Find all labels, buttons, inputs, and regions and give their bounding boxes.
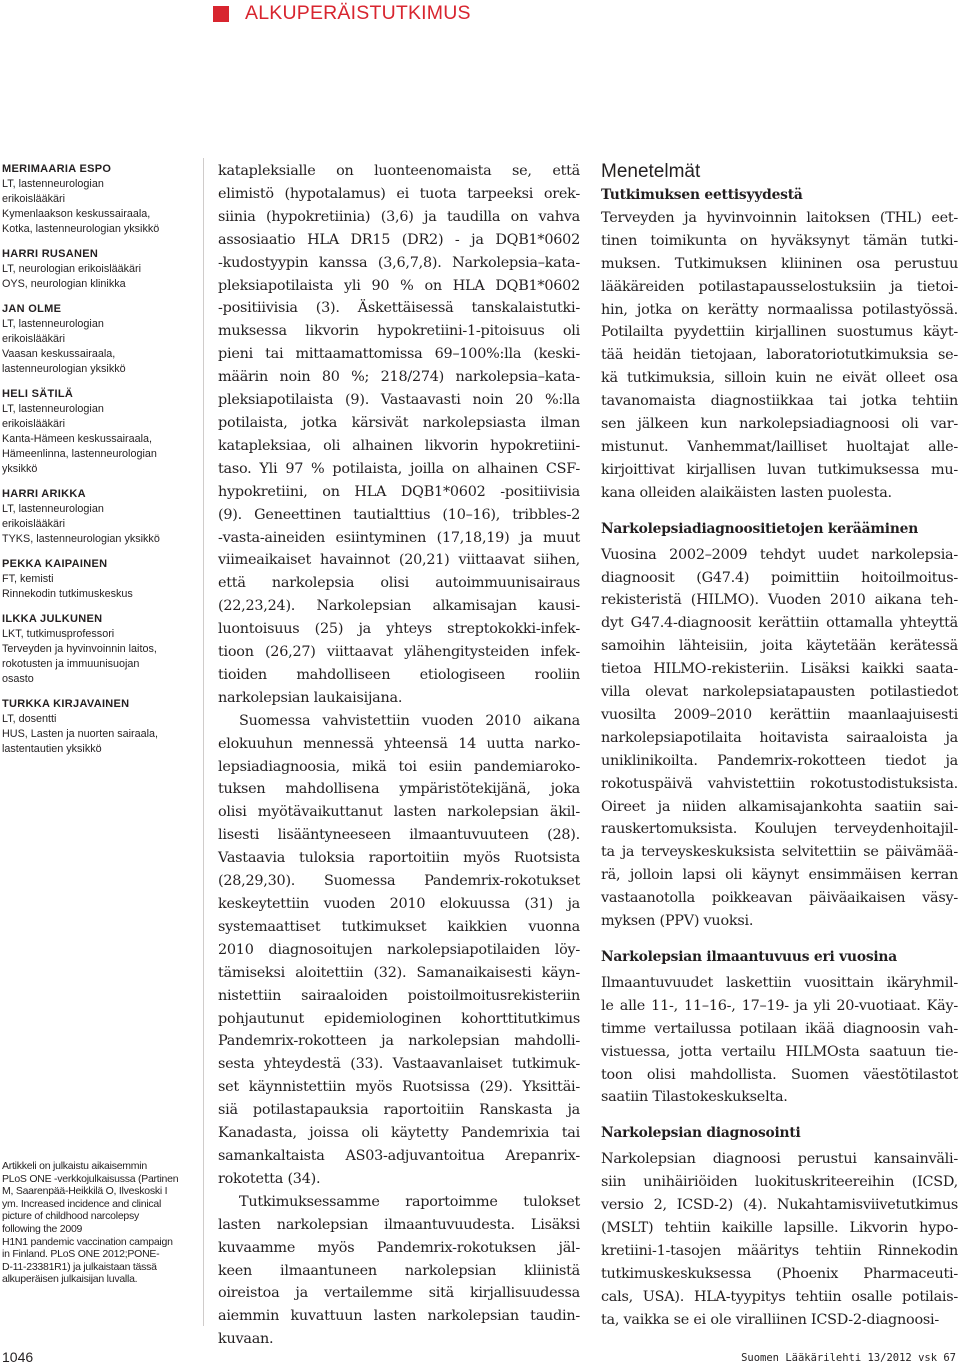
author-affiliation-line: Kotka, lastenneurologian yksikkö xyxy=(2,223,160,235)
page-number: 1046 xyxy=(2,1349,34,1365)
text-line: katapleksiaa, oli alhainen likvorin hypokretiini- xyxy=(218,437,580,454)
text-line: lasten narkolepsian ilmaantuvuudesta. Lisäksi xyxy=(218,1216,580,1233)
text-line: pieni tai mittaamattomissa 69–100%:lla (keski- xyxy=(218,346,580,363)
subsection-title: Narkolepsian diagnosointi xyxy=(601,1125,801,1142)
text-line: pohjautunut epidemiologinen kohorttitutkimus xyxy=(218,1010,580,1027)
author-affiliation-line: lastenneurologian yksikkö xyxy=(2,363,126,375)
text-line: määrin noin 80 %; 218/274) narkolepsia–kata- xyxy=(218,369,580,386)
author-affiliation-line: osasto xyxy=(2,673,34,685)
text-line: narkolepsian laukaisijana. xyxy=(218,689,403,706)
text-line: mistunut. Vanhemmat/lailliset huoltajat alle- xyxy=(601,438,958,455)
author-block xyxy=(2,302,190,377)
author-affiliation-line: HUS, Lasten ja nuorten sairaala, xyxy=(2,728,159,740)
author-affiliation-line: erikoislääkäri xyxy=(2,193,66,205)
text-line: (MSLT) tehtiin kaikille lapsille. Likvorin hypo- xyxy=(601,1219,958,1236)
paragraph xyxy=(218,710,580,1191)
author-name: TURKKA KIRJAVAINEN xyxy=(2,698,130,710)
text-line: samankaltaista AS03-adjuvantoitua Arepanrix- xyxy=(218,1147,580,1164)
text-line: luontoisuus (25) ja yhteys streptokokki-infek- xyxy=(218,621,580,638)
methods-sections xyxy=(601,184,958,1332)
publication-note-line: PLoS ONE -verkkojulkaisussa (Partinen xyxy=(2,1172,179,1185)
author-affiliation-line: erikoislääkäri xyxy=(2,418,66,430)
article-column-1 xyxy=(218,160,580,1351)
text-line: Vuosina 2002–2009 tehdyt uudet narkolepsia- xyxy=(601,546,958,563)
text-line: samoihin lähteisiin, joita käytetään kerätessä xyxy=(601,638,958,655)
text-line: (28,29,30). Suomessa Pandemrix-rokotukset xyxy=(218,873,580,890)
author-affiliation-line: lastentautien yksikkö xyxy=(2,743,102,755)
column-divider xyxy=(203,158,204,1326)
text-line: Vastaavia tuloksia raportoitiin myös Ruotsista xyxy=(218,850,580,867)
text-line: Suomessa vahvistettiin vuoden 2010 aikana xyxy=(239,712,580,729)
text-line: toon olisi mahdollista. Suomen väestötilastot xyxy=(601,1066,958,1083)
author-block xyxy=(2,247,190,292)
text-line: dyt G47.4-diagnoosit kerättiin ottamalla yhteyttä xyxy=(601,615,958,632)
author-affiliation-line: Rinnekodin tutkimuskeskus xyxy=(2,588,133,600)
text-line: siä potilastapauksia raportoitiin Ranskasta ja xyxy=(218,1102,580,1119)
text-line: Pandemrix-rokotteen ja narkolepsian mahdolli- xyxy=(218,1033,580,1050)
text-line: rokotetta (34). xyxy=(218,1170,321,1187)
author-affiliation-line: rokotusten ja immuunisuojan xyxy=(2,658,140,670)
red-square-icon xyxy=(213,6,229,22)
author-name: JAN OLME xyxy=(2,303,62,315)
text-line: ta ja terveyskeskuksista selvitettiin se päivämää- xyxy=(601,844,958,861)
author-affiliation-line: Terveyden ja hyvinvoinnin laitos, xyxy=(2,643,157,655)
text-line: -positiivisia (3). Äskettäisessä tanskalaistutki- xyxy=(218,300,580,317)
author-affiliation-line: TYKS, lastenneurologian yksikkö xyxy=(2,533,160,545)
text-line: kirjoittivat kirjallisen luvan tutkimuksessa mu- xyxy=(601,461,958,478)
author-affiliation-line: LKT, tutkimusprofessori xyxy=(2,628,115,640)
text-line: kana olleiden alaikäisten lasten puolesta. xyxy=(601,484,892,501)
text-line: tuksen mahdollisena ympäristötekijänä, joka xyxy=(218,781,580,798)
section-spacer xyxy=(601,933,958,946)
text-line: lisesti lisääntyneeseen ilmaantuvuuteen (28). xyxy=(218,827,580,844)
text-line: tavanomaista diagnostiikkaa tai jotka tehtiin xyxy=(601,393,958,410)
author-block xyxy=(2,697,190,757)
author-block xyxy=(2,487,190,547)
text-line: siinia (hypokretiinia) (3,6) ja taudilla on vahva xyxy=(218,208,580,225)
publication-note-line: Artikkeli on julkaistu aikaisemmin xyxy=(2,1160,147,1172)
text-line: diagnoosit (G47.4) poimittiin hoitoilmoitus- xyxy=(601,569,958,586)
text-line: sen jälkeen kun narkolepsiadiagnoosi oli var- xyxy=(601,416,958,433)
text-line: tioon (26,27) viittaavat ylähengitysteiden infek- xyxy=(218,644,580,661)
text-line: muksessa likvorin hypokretiini-1-pitoisuus oli xyxy=(218,323,580,340)
text-line: tinen toimikunta on hyväksynyt tämän tutki- xyxy=(601,232,958,249)
text-line: että narkolepsia olisi autoimmuunisairaus xyxy=(218,575,580,592)
author-affiliation-line: Hämeenlinna, lastenneurologian xyxy=(2,448,157,460)
author-affiliation-line: Kanta-Hämeen keskussairaala, xyxy=(2,433,153,445)
text-line: hin, jotka on kerätty normaalissa potilastyössä. xyxy=(601,301,958,318)
text-line: -kudostyypin kanssa (3,6,7,8). Narkolepsia–kata- xyxy=(218,254,580,271)
text-line: rekisteristä (HILMO). Vuoden 2010 aikana teh- xyxy=(601,592,958,609)
text-line: Terveyden ja hyvinvoinnin laitoksen (THL) eet- xyxy=(601,209,958,226)
text-line: elokuuhun mennessä yhteensä 14 uutta narko- xyxy=(218,735,580,752)
author-affiliation-line: LT, lastenneurologian xyxy=(2,318,104,330)
text-line: oireistoa ja vertailemme sitä kirjallisuudessa xyxy=(218,1285,580,1302)
text-line: hypokretiini, on HLA DQB1*0602 -positiivisia xyxy=(218,483,580,500)
author-block xyxy=(2,612,190,687)
text-line: systemaattiset tutkimukset kaikkien vuonna xyxy=(218,918,580,935)
text-line: keen ilmaantuneen narkolepsian kliinistä xyxy=(218,1262,580,1279)
author-affiliation-line: FT, kemisti xyxy=(2,573,54,585)
text-line: saatiin Tilastokeskukselta. xyxy=(601,1089,788,1106)
subsection-title: Narkolepsian ilmaantuvuus eri vuosina xyxy=(601,949,897,965)
paragraph xyxy=(218,160,580,710)
author-name: HARRI RUSANEN xyxy=(2,248,99,260)
publication-note-line: alkuperäisen julkaisijan luvalla. xyxy=(2,1273,138,1286)
text-line: ta, vaikka se ei ole viralliinen ICSD-2-diagnoosi- xyxy=(601,1311,939,1328)
text-line: rauskertomuksista. Koulujen terveydenhoitajil- xyxy=(601,821,958,838)
methods-heading: Menetelmät xyxy=(601,161,701,182)
author-affiliation-line: LT, lastenneurologian xyxy=(2,178,104,190)
text-line: Narkolepsian diagnoosi perustui kansainväli- xyxy=(601,1151,958,1168)
author-affiliation-line: LT, dosentti xyxy=(2,713,57,725)
article-column-2 xyxy=(601,160,958,1332)
text-line: vuosilta 2009–2010 kerättiin maanlaajuisesti xyxy=(601,706,958,723)
text-line: kuvaamme myös Pandemrix-rokotuksen jäl- xyxy=(218,1239,580,1256)
section-spacer xyxy=(601,1109,958,1122)
author-affiliation-line: erikoislääkäri xyxy=(2,518,66,530)
author-affiliation-line: Vaasan keskussairaala, xyxy=(2,348,116,360)
text-line: myksen (PPV) vuoksi. xyxy=(601,913,754,930)
text-line: timme vertailussa potilaan ikää diagnoosin vah- xyxy=(601,1020,958,1037)
text-line: kä tutkimuksia, silloin kuin ne eivät olleet osa xyxy=(601,370,958,387)
text-line: Oireet ja niiden alkamisajankohta saatiin sai- xyxy=(601,798,958,815)
author-name: PEKKA KAIPAINEN xyxy=(2,558,108,570)
text-line: siin unihäiriöiden luokituskriteereihin (ICSD, xyxy=(601,1174,958,1191)
text-line: set käynnistettiin myös Ruotsissa (29). Yksittäi- xyxy=(218,1079,580,1096)
text-line: taso. Yli 97 % potilaista, joilla on alhainen CSF- xyxy=(218,460,580,477)
text-line: Kanadasta, joissa oli käytetty Pandemrixia tai xyxy=(218,1125,580,1142)
author-block xyxy=(2,387,190,477)
text-line: nistettiin sairaaloiden poistoilmoitusrekisteriin xyxy=(218,987,580,1004)
publication-note-line: following the 2009 xyxy=(2,1222,83,1235)
author-name: MERIMAARIA ESPO xyxy=(2,163,112,175)
subsection-title: Tutkimuksen eettisyydestä xyxy=(601,187,803,203)
publication-note-line: D-11-23381R1) ja julkaistaan tässä xyxy=(2,1260,157,1273)
text-line: lepsiadiagnoosia, mikä toi esiin pandemiaroko- xyxy=(218,758,580,775)
publication-note-line: in Finland. PLoS ONE 2012;PONE- xyxy=(2,1248,160,1261)
text-line: katapleksialle on luonteenomaista se, että xyxy=(218,163,580,179)
publication-note-line: picture of childhood narcolepsy xyxy=(2,1210,140,1223)
text-line: sesta yhteydestä (33). Vastaavanlaiset tutkimuk- xyxy=(218,1056,580,1073)
text-line: Tutkimuksessamme raportoimme tulokset xyxy=(239,1193,580,1210)
text-line: tietoa HILMO-rekisteriin. Lisäksi kaikki saata- xyxy=(601,661,958,678)
text-line: elimistö (hypotalamus) ei tuota tarpeeksi orek- xyxy=(218,185,580,202)
text-line: tää heidän tietojaan, laboratoriotutkimuksia se- xyxy=(601,347,958,364)
text-line: Potilailta pyydettiin kirjallinen suostumus käyt- xyxy=(601,324,958,341)
author-affiliation-line: yksikkö xyxy=(2,463,38,475)
text-line: vastaanotolla poikkeavan päiväaikaisen väsy- xyxy=(601,890,958,907)
text-line: assosiaatio HLA DR15 (DR2) - ja DQB1*0602 xyxy=(218,231,580,248)
section-spacer xyxy=(601,505,958,518)
text-line: cals, USA). HLA-tyypitys tehtiin osalle potilais- xyxy=(601,1288,958,1305)
publication-note-line: M, Saarenpää-Heikkilä O, Ilveskoski I xyxy=(2,1185,168,1198)
author-name: HELI SÄTILÄ xyxy=(2,388,74,400)
author-affiliation-line: LT, lastenneurologian xyxy=(2,403,104,415)
author-affiliation-line: LT, neurologian erikoislääkäri xyxy=(2,263,142,275)
text-line: le alle 11-, 11–16-, 17–19- ja yli 20-vuotiaat. Käy- xyxy=(601,997,958,1014)
text-line: narkolepsiapotilaita hoitavista sairaaloista ja xyxy=(601,729,958,746)
text-line: 2010 diagnosoitujen narkolepsiapotilaiden löy- xyxy=(218,941,580,958)
text-line: pleksiapotilaista (9). Vastaavasti noin 20 %:lla xyxy=(218,392,580,409)
text-line: rä, jolloin lapsi oli käynyt ensimmäisen kerran xyxy=(601,867,958,884)
author-affiliation-line: Kymenlaakson keskussairaala, xyxy=(2,208,151,220)
publication-note xyxy=(2,1160,196,1286)
text-line: Ilmaantuvuudet laskettiin vuosittain ikäryhmil- xyxy=(601,974,958,991)
text-line: (22,23,24). Narkolepsian alkamisajan kausi- xyxy=(218,598,580,615)
publication-note-line: H1N1 pandemic vaccination campaign xyxy=(2,1235,173,1248)
author-affiliation-line: OYS, neurologian klinikka xyxy=(2,278,126,290)
author-list xyxy=(2,162,190,767)
text-line: uniklinikoilta. Pandemrix-rokotteen tiedot ja xyxy=(601,752,958,769)
publication-note-line: ym. Increased incidence and clinical xyxy=(2,1197,162,1210)
author-affiliation-line: LT, lastenneurologian xyxy=(2,503,104,515)
author-affiliation-line: erikoislääkäri xyxy=(2,333,66,345)
text-line: kretiini-1-tasojen määritys tehtiin Rinnekodin xyxy=(601,1242,958,1259)
text-line: muksen. Tutkimuksen kliininen osa perustuu xyxy=(601,255,958,272)
text-line: kuvaan. xyxy=(218,1331,274,1348)
author-name: ILKKA JULKUNEN xyxy=(2,613,103,625)
text-line: tutkimuskeskuksessa (Phoenix Pharmaceuti- xyxy=(601,1265,958,1282)
text-line: keskeytettiin vuoden 2010 elokuussa (31) ja xyxy=(218,896,580,912)
text-line: -vasta-aineiden esiintyminen (17,18,19) ja muut xyxy=(218,529,580,546)
text-line: tämiseksi aloitettiin (32). Samanaikaisesti käyn- xyxy=(218,964,580,981)
text-line: potilaista, jotka kärsivät narkolepsiasta ilman xyxy=(218,414,580,431)
text-line: viimeaikaiset havainnot (20,21) viittaavat siihen, xyxy=(218,552,580,569)
paragraph xyxy=(218,1191,580,1351)
section-label: ALKUPERÄISTUTKIMUS xyxy=(245,2,471,24)
subsection-title: Narkolepsiadiagnoositietojen kerääminen xyxy=(601,520,919,537)
text-line: vistuessa, jotta vertailu HILMOsta saatuun tie- xyxy=(601,1043,958,1060)
text-line: (9). Geneettinen tautialttius (10–16), tribbles-2 xyxy=(218,506,580,523)
text-line: aiemmin kuvattuun lasten narkolepsian taudin- xyxy=(218,1308,580,1325)
text-line: lääkäreiden potilastapausselostuksiin ja tietoi- xyxy=(601,278,958,295)
text-line: olisi myötävaikuttanut lasten narkolepsian äkil- xyxy=(218,804,580,821)
text-line: tioiden mahdolliseen etiologiseen rooliin xyxy=(218,666,580,683)
journal-citation: Suomen Lääkärilehti 13/2012 vsk 67 xyxy=(741,1352,956,1364)
author-block xyxy=(2,557,190,602)
text-line: pleksiapotilaista yli 90 % on HLA DQB1*0602 xyxy=(218,277,580,294)
author-name: HARRI ARIKKA xyxy=(2,488,86,500)
author-block xyxy=(2,162,190,237)
text-line: rokotuspäivä vahvistettiin rokotustodistuksista. xyxy=(601,775,958,792)
text-line: villa olevat narkolepsiatapausten potilastiedot xyxy=(601,684,958,701)
text-line: versio 2, ICSD-2) (4). Nukahtamisviivetutkimus xyxy=(601,1197,958,1214)
